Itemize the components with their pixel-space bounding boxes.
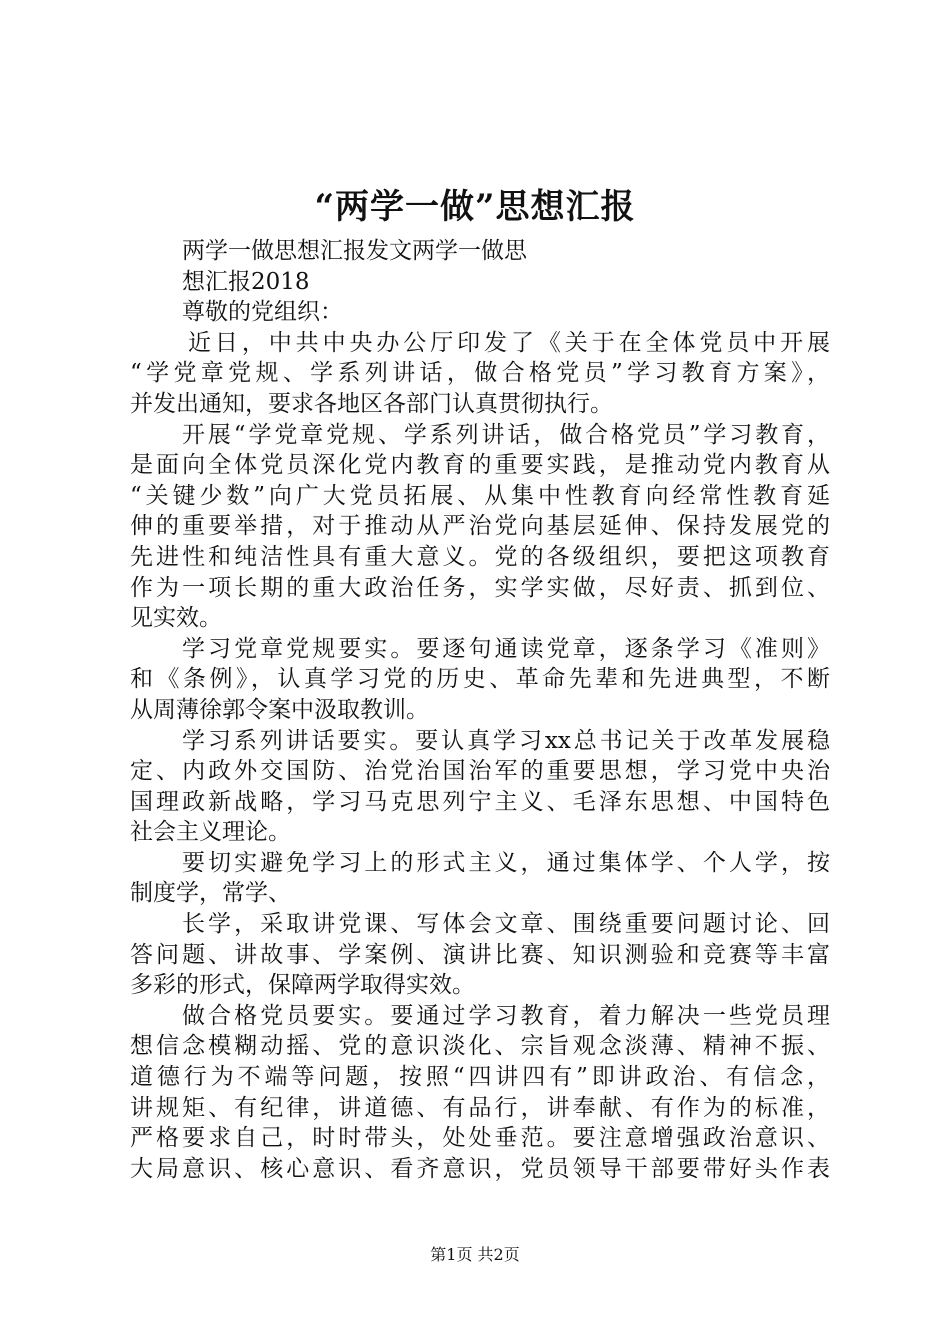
paragraph-line: 制度学，常学、 [130,880,291,907]
paragraph-line: 尊敬的党组织： [182,299,343,326]
paragraph-line: 和《条例》，认真学习党的历史、革命先辈和先进典型，不断 [130,666,830,693]
paragraph-line: 两学一做思想汇报发文两学一做思 [182,238,527,264]
paragraph-line: 先进性和纯洁性具有重大意义。党的各级组织，要把这项教育 [130,543,830,570]
paragraph-line: 想汇报2018 [182,268,310,295]
paragraph-line: 严格要求自己，时时带头，处处垂范。要注意增强政治意识、 [130,1125,830,1152]
paragraph-line: 社会主义理论。 [130,819,291,846]
paragraph-line: 见实效。 [130,605,222,632]
paragraph-line: 要切实避免学习上的形式主义，通过集体学、个人学，按 [182,849,830,876]
document-body [130,236,830,1184]
paragraph-line: 做合格党员要实。要通过学习教育，着力解决一些党员理 [182,1002,830,1029]
paragraph-line: 答问题、讲故事、学案例、演讲比赛、知识测验和竞赛等丰富 [130,941,830,968]
paragraph-line: 近日，中共中央办公厅印发了《关于在全体党员中开展 [188,329,830,356]
paragraph-line: 并发出通知，要求各地区各部门认真贯彻执行。 [130,390,613,417]
paragraph-line: 定、内政外交国防、治党治国治军的重要思想，学习党中央治 [130,758,830,785]
paragraph-line: 开展“学党章党规、学系列讲话，做合格党员”学习教育， [182,421,830,448]
paragraph-line: 想信念模糊动摇、党的意识淡化、宗旨观念淡薄、精神不振、 [130,1033,830,1060]
paragraph-line: 长学，采取讲党课、写体会文章、围绕重要问题讨论、回 [182,911,830,938]
paragraph-line: 是面向全体党员深化党内教育的重要实践，是推动党内教育从 [130,452,830,479]
paragraph-line: 大局意识、核心意识、看齐意识，党员领导干部要带好头作表 [130,1155,830,1182]
paragraph-line: “学党章党规、学系列讲话，做合格党员”学习教育方案》， [130,360,830,387]
paragraph-line: 道德行为不端等问题，按照“四讲四有”即讲政治、有信念， [130,1064,830,1091]
page-footer: 第1页 共2页 [430,1245,520,1264]
document-title: “两学一做”思想汇报 [314,187,636,227]
paragraph-line: 作为一项长期的重大政治任务，实学实做，尽好责、抓到位、 [130,574,830,601]
paragraph-line: 伸的重要举措，对于推动从严治党向基层延伸、保持发展党的 [130,513,830,540]
paragraph-line: 从周薄徐郭令案中汲取教训。 [130,696,429,723]
paragraph-line: 学习系列讲话要实。要认真学习xx总书记关于改革发展稳 [182,727,830,754]
paragraph-line: “关键少数”向广大党员拓展、从集中性教育向经常性教育延 [130,482,830,509]
paragraph-line: 多彩的形式，保障两学取得实效。 [130,972,475,999]
paragraph-line: 国理政新战略，学习马克思列宁主义、毛泽东思想、中国特色 [130,788,830,815]
paragraph-line: 讲规矩、有纪律，讲道德、有品行，讲奉献、有作为的标准， [130,1094,830,1121]
paragraph-line: 学习党章党规要实。要逐句通读党章，逐条学习《准则》 [182,635,830,662]
